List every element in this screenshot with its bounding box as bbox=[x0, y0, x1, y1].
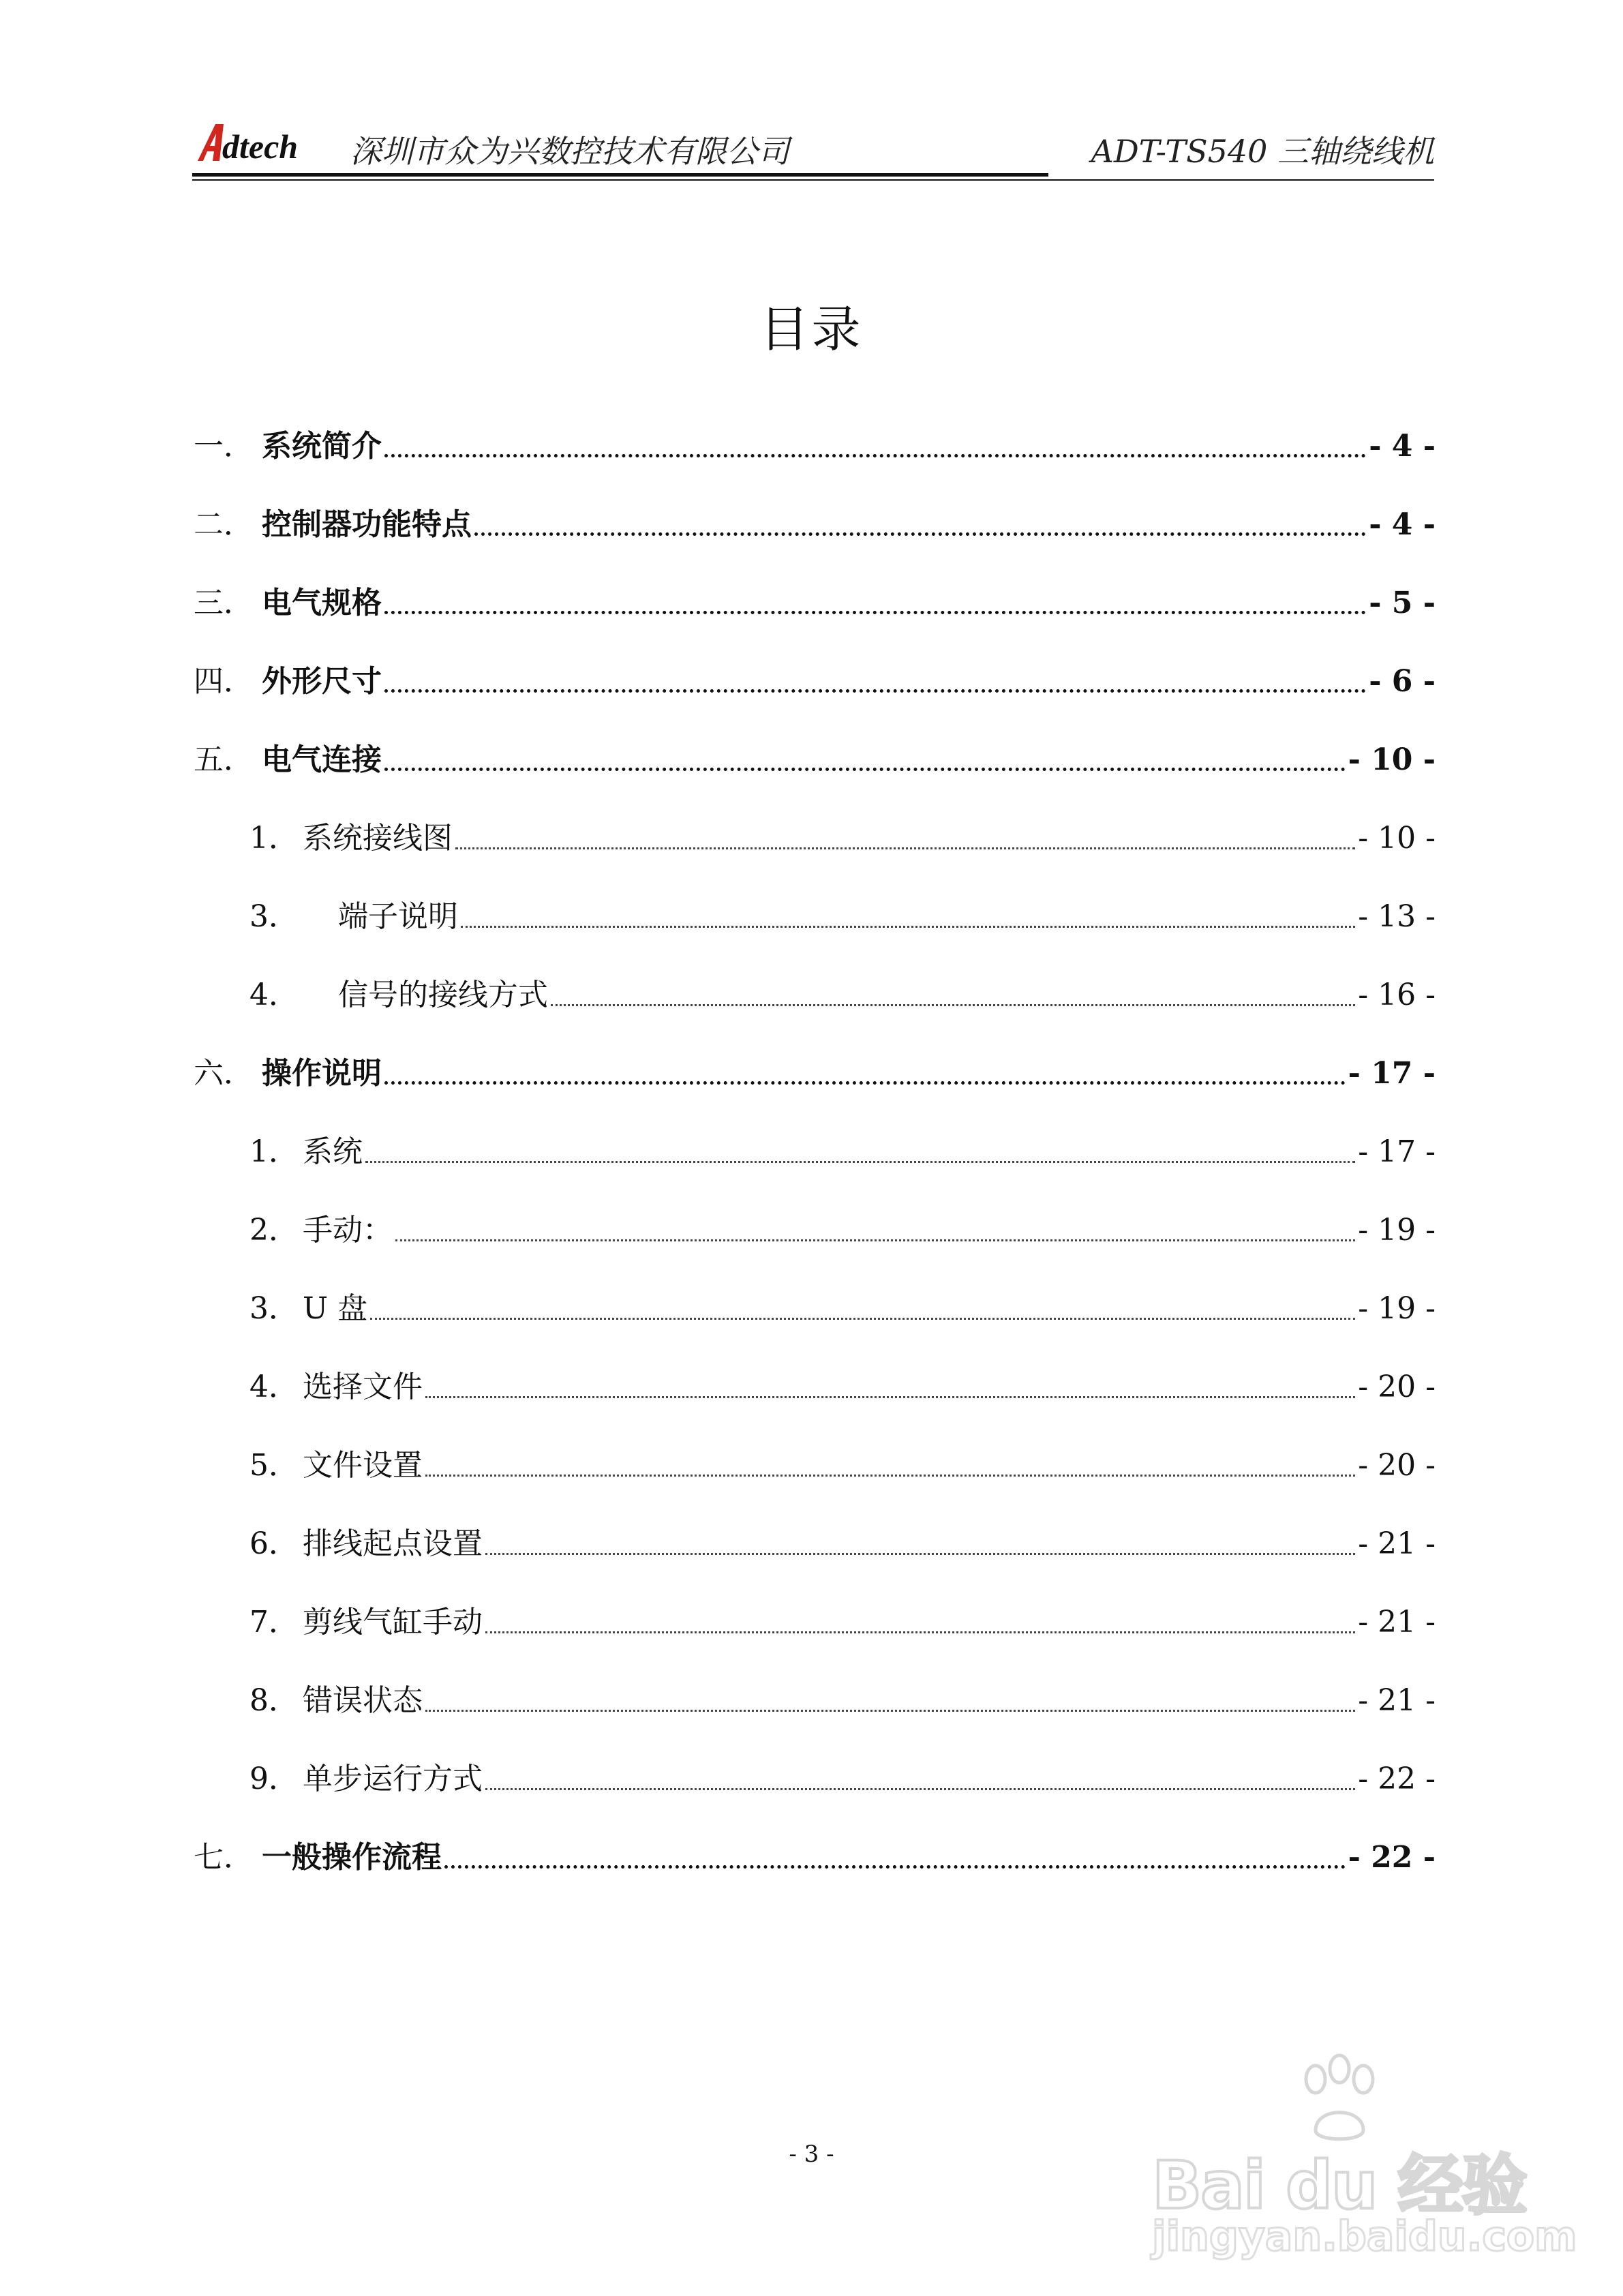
dot-leader bbox=[485, 1631, 1355, 1633]
toc-subentry[interactable] bbox=[249, 811, 1436, 859]
toc-label: U 盘 bbox=[303, 1291, 368, 1326]
watermark-brand: Bai du 经验 bbox=[1152, 2147, 1526, 2224]
toc-label: 系统 bbox=[303, 1134, 363, 1169]
company-name: 深圳市众为兴数控技术有限公司 bbox=[350, 133, 789, 170]
toc-number: 二． bbox=[194, 507, 254, 542]
toc-page: - 21 - bbox=[1358, 1605, 1436, 1640]
toc-number: 3． bbox=[249, 899, 299, 934]
toc-subentry[interactable] bbox=[249, 1752, 1436, 1800]
dot-leader bbox=[474, 532, 1366, 536]
toc-number: 三． bbox=[194, 586, 254, 620]
toc-subentry[interactable] bbox=[249, 890, 1436, 937]
toc-number: 9． bbox=[249, 1762, 299, 1796]
toc-subentry[interactable] bbox=[249, 1595, 1436, 1643]
toc-page: - 10 - bbox=[1358, 821, 1436, 856]
toc-page: - 22 - bbox=[1348, 1840, 1436, 1875]
toc-number: 5． bbox=[249, 1448, 299, 1483]
toc-page: - 4 - bbox=[1369, 429, 1436, 464]
toc-number: 一． bbox=[194, 429, 254, 464]
toc-label: 电气连接 bbox=[262, 742, 382, 777]
page-number: - 3 - bbox=[789, 2141, 834, 2168]
product-model: ADT-TS540 三轴绕线机 bbox=[1091, 133, 1434, 170]
toc-label: 操作说明 bbox=[262, 1056, 382, 1091]
toc-number: 1． bbox=[249, 1134, 299, 1169]
toc-label: 错误状态 bbox=[303, 1683, 423, 1718]
toc-subentry[interactable] bbox=[249, 1517, 1436, 1565]
watermark-url: jingyan.baidu.com bbox=[1152, 2213, 1577, 2261]
dot-leader bbox=[384, 768, 1346, 771]
toc-page: - 19 - bbox=[1358, 1213, 1436, 1248]
toc-title: 目录 bbox=[759, 301, 864, 358]
toc-page: - 16 - bbox=[1358, 978, 1436, 1012]
dot-leader bbox=[425, 1396, 1355, 1398]
dot-leader bbox=[551, 1004, 1355, 1006]
baidu-watermark bbox=[1152, 2052, 1577, 2261]
toc-entry[interactable] bbox=[194, 733, 1436, 781]
header-rule-thick bbox=[192, 173, 1048, 177]
toc-number: 4． bbox=[249, 1370, 299, 1404]
toc-number: 7． bbox=[249, 1605, 299, 1640]
toc-label: 单步运行方式 bbox=[303, 1762, 483, 1796]
dot-leader bbox=[485, 1553, 1355, 1555]
toc-number: 六． bbox=[194, 1056, 254, 1091]
dot-leader bbox=[444, 1865, 1346, 1869]
toc-label: 端子说明 bbox=[338, 899, 458, 934]
toc-label: 手动： bbox=[303, 1213, 393, 1248]
toc-subentry[interactable] bbox=[249, 1360, 1436, 1408]
dot-leader bbox=[485, 1788, 1355, 1790]
toc-entry[interactable] bbox=[194, 576, 1436, 624]
dot-leader bbox=[425, 1710, 1355, 1712]
toc-label: 文件设置 bbox=[303, 1448, 423, 1483]
toc-page: - 20 - bbox=[1358, 1370, 1436, 1404]
dot-leader bbox=[425, 1475, 1355, 1477]
toc-label: 一般操作流程 bbox=[262, 1840, 442, 1875]
svg-text:dtech: dtech bbox=[222, 127, 299, 166]
dot-leader bbox=[384, 454, 1366, 457]
toc-number: 6． bbox=[249, 1526, 299, 1561]
toc-label: 信号的接线方式 bbox=[338, 978, 548, 1012]
toc-number: 4． bbox=[249, 978, 299, 1012]
toc-number: 1． bbox=[249, 821, 299, 856]
toc-page: - 13 - bbox=[1358, 899, 1436, 934]
dot-leader bbox=[461, 926, 1355, 928]
toc-subentry[interactable] bbox=[249, 1674, 1436, 1721]
toc-label: 排线起点设置 bbox=[303, 1526, 483, 1561]
toc-entry[interactable] bbox=[194, 1830, 1436, 1878]
toc-subentry[interactable] bbox=[249, 1282, 1436, 1329]
toc-page: - 17 - bbox=[1348, 1056, 1436, 1091]
dot-leader bbox=[384, 689, 1366, 693]
toc-page: - 22 - bbox=[1358, 1762, 1436, 1796]
toc-label: 系统简介 bbox=[262, 429, 382, 464]
toc-label: 选择文件 bbox=[303, 1370, 423, 1404]
toc-page: - 19 - bbox=[1358, 1291, 1436, 1326]
dot-leader bbox=[384, 1081, 1346, 1085]
header-rule-thin bbox=[192, 179, 1434, 181]
page-header bbox=[192, 116, 1434, 177]
toc-label: 剪线气缸手动 bbox=[303, 1605, 483, 1640]
toc-subentry[interactable] bbox=[249, 968, 1436, 1016]
toc-label: 外形尺寸 bbox=[262, 664, 382, 699]
dot-leader bbox=[395, 1239, 1355, 1241]
toc-page: - 5 - bbox=[1369, 586, 1436, 620]
toc-page: - 17 - bbox=[1358, 1134, 1436, 1169]
toc-subentry[interactable] bbox=[249, 1125, 1436, 1173]
toc-label: 控制器功能特点 bbox=[262, 507, 472, 542]
toc-label: 系统接线图 bbox=[303, 821, 453, 856]
paw-icon bbox=[1288, 2052, 1391, 2147]
toc-label: 电气规格 bbox=[262, 586, 382, 620]
toc-number: 2． bbox=[249, 1213, 299, 1248]
toc-entry[interactable] bbox=[194, 654, 1436, 702]
toc-page: - 6 - bbox=[1369, 664, 1436, 699]
toc-page: - 10 - bbox=[1348, 742, 1436, 777]
toc-page: - 21 - bbox=[1358, 1526, 1436, 1561]
toc-entry[interactable] bbox=[194, 419, 1436, 467]
toc-number: 3． bbox=[249, 1291, 299, 1326]
toc-number: 四． bbox=[194, 664, 254, 699]
toc-page: - 20 - bbox=[1358, 1448, 1436, 1483]
dot-leader bbox=[370, 1318, 1355, 1320]
toc-page: - 21 - bbox=[1358, 1683, 1436, 1718]
toc-subentry[interactable] bbox=[249, 1203, 1436, 1251]
toc-number: 8． bbox=[249, 1683, 299, 1718]
toc-entry[interactable] bbox=[194, 1046, 1436, 1094]
dot-leader bbox=[384, 611, 1366, 614]
toc-page: - 4 - bbox=[1369, 507, 1436, 542]
dot-leader bbox=[455, 847, 1355, 849]
adtech-logo bbox=[192, 117, 329, 172]
toc-entry[interactable] bbox=[194, 498, 1436, 545]
dot-leader bbox=[365, 1161, 1355, 1163]
toc-number: 七． bbox=[194, 1840, 254, 1875]
toc-subentry[interactable] bbox=[249, 1438, 1436, 1486]
toc-number: 五． bbox=[194, 742, 254, 777]
